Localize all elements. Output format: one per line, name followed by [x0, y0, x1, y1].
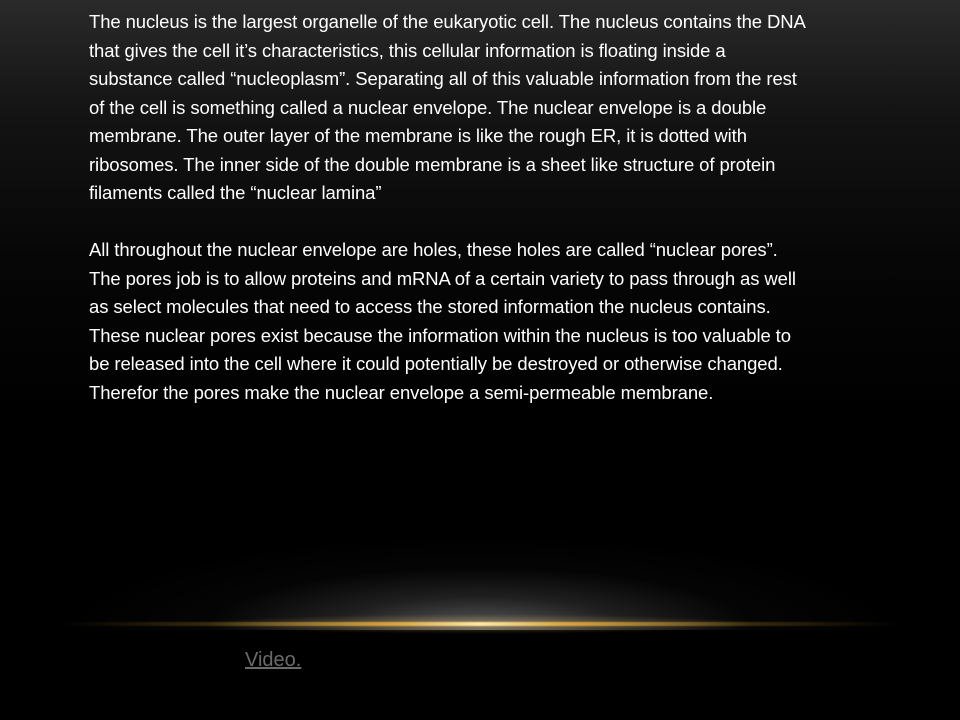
bottom-spotlight-glow — [0, 470, 960, 630]
paragraph-nuclear-pores: All throughout the nuclear envelope are holes, these holes are called “nuclear pores”. The pores job is to allow proteins and mRNA of a certain variety to pass through as well as select molecules that need to access the stored information the nucleus contains. These nuclear pores exist because the information within the nucleus is too valuable to be released into the cell where it could potentially be destroyed or otherwise changed. Therefor the pores make the nuclear envelope a semi-permeable membrane. — [89, 239, 796, 403]
gold-accent-line — [60, 622, 900, 626]
slide-body-text — [89, 8, 869, 407]
video-link[interactable]: Video. — [245, 649, 302, 671]
paragraph-nucleus-description: The nucleus is the largest organelle of the eukaryotic cell. The nucleus contains the DNA that gives the cell it’s characteristics, this cellular information is floating inside a substance called “nucleoplasm”. Separating all of this valuable information from the rest of the cell is something called a nuclear envelope. The nuclear envelope is a double membrane. The outer layer of the membrane is like the rough ER, it is dotted with ribosomes. The inner side of the double membrane is a sheet like structure of protein filaments called the “nuclear lamina” — [89, 11, 806, 203]
